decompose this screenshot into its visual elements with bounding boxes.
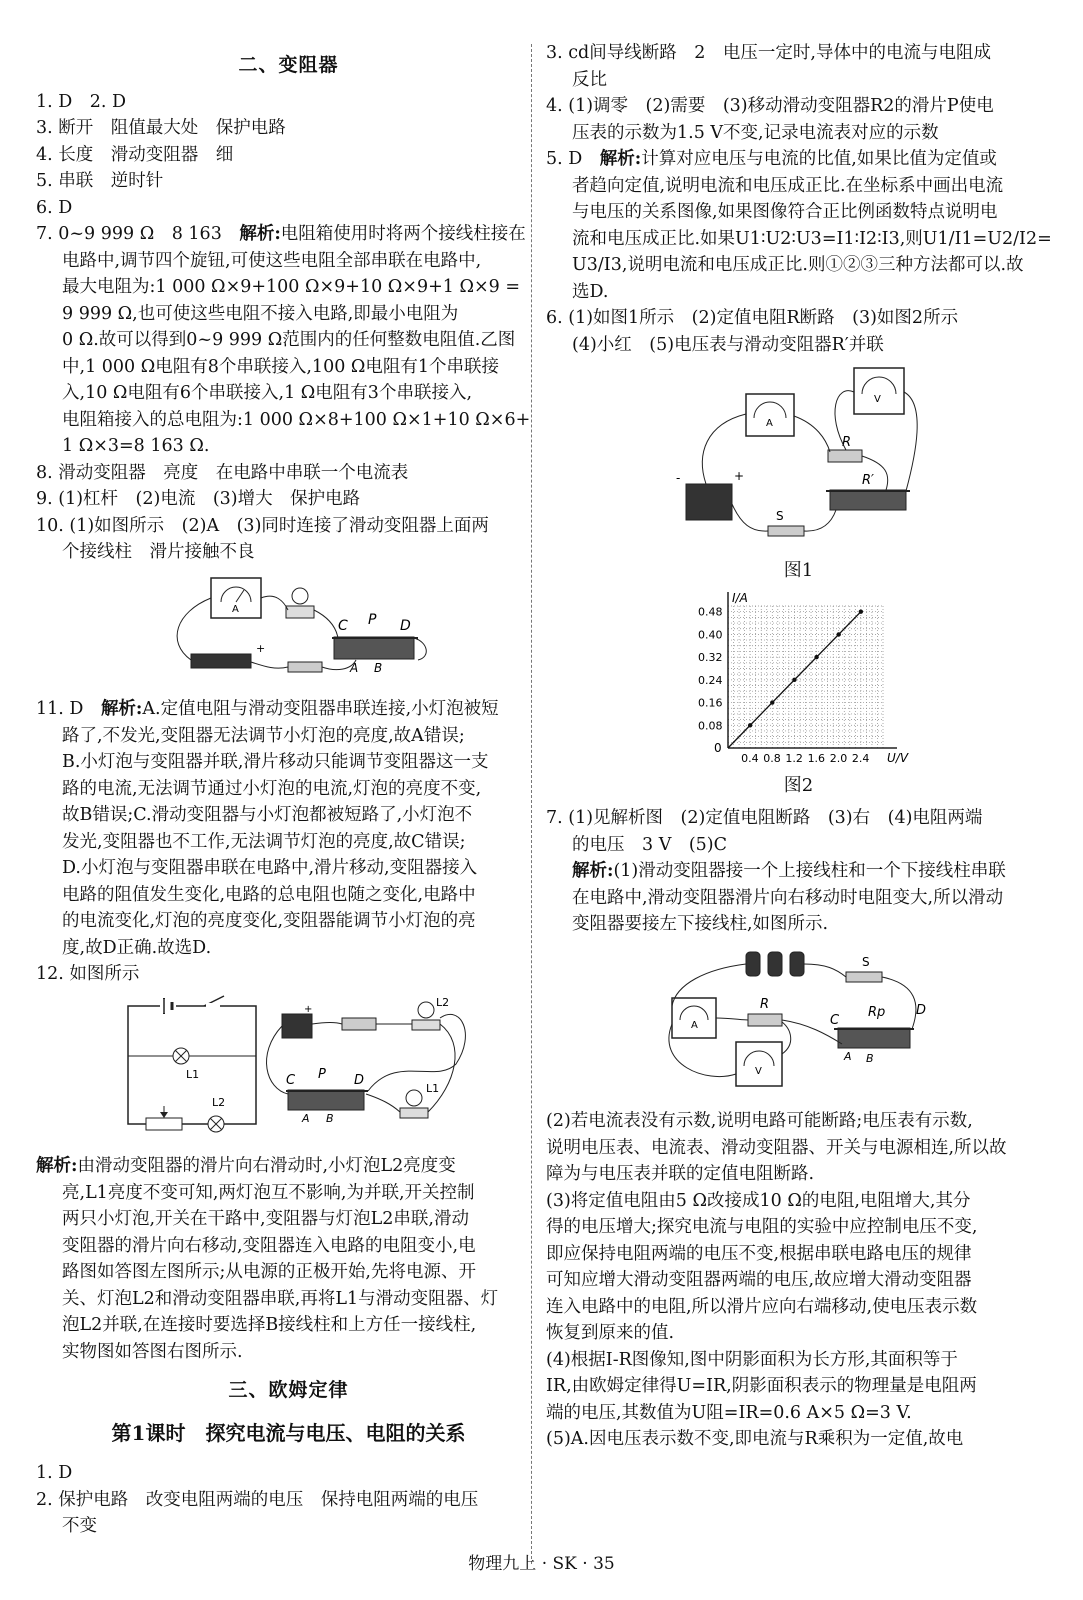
answer-12-analysis [36,1153,541,1180]
answer-5 [546,146,1051,173]
figure-1 [546,364,1051,584]
answer-11-line: 路的电流,无法调节通过小灯泡的电流,灯泡的亮度不变, [62,778,482,799]
resistor-r-label: R [842,435,852,450]
answer-10-line: 个接线柱 滑片接触不良 [62,542,255,562]
answer-5-analysis: 计算对应电压与电流的比值,如果比值为定值或 [641,149,997,169]
lesson-answer-1: 1. D [36,1463,73,1483]
answer-7-line: 电阻箱接入的总电阻为:1 000 Ω×8+100 Ω×1+10 Ω×6+ [62,409,531,430]
answer-11-line: D.小灯泡与变阻器串联在电路中,滑片移动,变阻器接入 [62,858,478,878]
answer-7-part3: 即应保持电阻两端的电压不变,根据串联电路电压的规律 [546,1243,972,1264]
answer-12-line: 变阻器的滑片向右移动,变阻器连入电路的电阻变小,电 [62,1235,476,1256]
answer-12-line: 实物图如答图右图所示. [62,1341,243,1362]
answer-12-line: 路图如答图左图所示;从电源的正极开始,先将电源、开 [62,1262,476,1282]
section-heading-rheostat: 二、变阻器 [238,54,339,76]
terminal-b-label: B [326,1111,334,1125]
answer-7-analysis: 电阻箱使用时将两个接线柱接在 [280,224,526,244]
answer-5-value: 5. D [546,149,600,169]
answer-7-line: 0 Ω.故可以得到0~9 999 Ω范围内的任何整数电阻值.乙图 [62,330,516,350]
answer-5-line: 流和电压成正比.如果U1∶U2∶U3=I1∶I2∶I3,则U1/I1=U2/I2= [572,228,1052,249]
answer-11-line: 路了,不发光,变阻器无法调节小灯泡的亮度,故A错误; [62,725,465,746]
answer-7-part3: 得的电压增大;探究电流与电阻的实验中应控制电压不变, [546,1217,978,1237]
answer-11-line: 度,故D正确.故选D. [62,937,212,958]
section-heading-ohms-law: 三、欧姆定律 [228,1379,349,1401]
answer-11-analysis: A.定值电阻与滑动变阻器串联连接,小灯泡被短 [142,699,499,719]
x-tick-label: 2.4 [851,752,870,765]
answer-5-line: 与电压的关系图像,如果图像符合正比例函数特点说明电 [572,202,998,222]
right-column [546,40,1051,1453]
y-tick-labels [698,606,723,733]
ammeter-label: A [232,603,239,615]
physical-l2-label: L2 [436,995,450,1009]
rheostat-label: R′ [862,473,874,488]
answer-9: 9. (1)杠杆 (2)电流 (3)增大 保护电路 [36,489,361,509]
answer-7-line: 的电压 3 V (5)C [572,834,728,855]
answer-12-line: 亮,L1亮度不变可知,两灯泡互不影响,为并联,开关控制 [62,1182,475,1203]
data-point [814,655,818,659]
answer-7-line: (1)滑动变阻器接一个上接线柱和一个下接线柱串联 [613,861,1006,881]
x-axis-label: U/V [887,751,909,765]
ammeter-label: A [766,418,773,429]
x-tick-label: 1.6 [807,752,826,765]
y-tick-label: 0.24 [698,673,723,687]
answer-12-line: 关、灯泡L2和滑动变阻器串联,再将L1与滑动变阻器、灯 [62,1288,499,1309]
data-point [859,609,863,613]
origin-label: 0 [714,741,722,755]
answer-7-line: 1 Ω×3=8 163 Ω. [62,436,210,456]
data-point [770,700,774,704]
answer-12-line: 由滑动变阻器的滑片向右滑动时,小灯泡L2亮度变 [77,1156,456,1176]
terminal-d-label: D [400,617,411,634]
circuit-diagram-q12 [36,994,541,1139]
voltmeter-label: V [755,1065,762,1077]
battery-minus-label: - [676,471,681,485]
answer-12-line: 泡L2并联,在连接时要选择B接线柱和上方任一接线柱, [62,1315,477,1335]
answer-7-line: 入,10 Ω电阻有6个串联接入,1 Ω电阻有3个串联接入, [62,383,473,403]
answer-5-line: 者趋向定值,说明电流和电压成正比.在坐标系中画出电流 [572,175,1004,196]
answer-5-line: U3/I3,说明电流和电压成正比.则①②③三种方法都可以.故 [572,255,1024,275]
lesson-heading: 第1课时 探究电流与电压、电阻的关系 [111,1420,466,1445]
answer-12: 12. 如图所示 [36,964,140,984]
physical-l1-label: L1 [426,1081,440,1095]
data-point [792,678,796,682]
answer-4: 4. 长度 滑动变阻器 细 [36,144,234,165]
answer-6: 6. (1)如图1所示 (2)定值电阻R断路 (3)如图2所示 [546,308,959,328]
voltmeter-label: V [874,394,881,405]
page-footer: 物理九上 · SK · 35 [468,1554,615,1574]
data-point [748,723,752,727]
y-tick-label: 0.08 [698,719,723,733]
terminal-a-label: A [844,1049,852,1063]
answer-11-line: 发光,变阻器也不工作,无法调节灯泡的亮度,故C错误; [62,831,466,852]
analysis-label: 解析: [599,149,642,169]
terminal-c-label: C [830,1012,840,1028]
answer-7-line: 最大电阻为:1 000 Ω×9+100 Ω×9+10 Ω×9+1 Ω×9 = [62,277,520,297]
answer-11-line: 故B错误;C.滑动变阻器与小灯泡都被短路了,小灯泡不 [62,805,473,825]
answer-4-line: 压表的示数为1.5 V不变,记录电流表对应的示数 [572,122,939,143]
terminal-b-label: B [866,1051,874,1065]
left-column [36,40,541,1540]
answer-7-part3: 恢复到原来的值. [546,1323,675,1343]
answer-7-line: 变阻器要接左下接线柱,如图所示. [572,914,829,934]
y-tick-label: 0.48 [698,605,723,619]
current-voltage-chart [546,590,1051,770]
answer-1-2: 1. D 2. D [36,91,127,112]
terminal-a-label: A [350,660,359,675]
answer-7-part3: 连入电路中的电阻,所以滑片应向右端移动,使电压表示数 [546,1296,978,1317]
schematic-l2-label: L2 [212,1095,226,1109]
y-axis-label: I/A [732,591,748,605]
answer-7-line: 电路中,调节四个旋钮,可使这些电阻全部串联在电路中, [62,250,482,271]
answer-6: 6. D [36,197,73,218]
terminal-d-label: D [916,1002,927,1018]
circuit-diagram-fig1 [546,364,1051,549]
answer-7-line: 在电路中,滑动变阻器滑片向右移动时电阻变大,所以滑动 [572,887,1004,908]
battery-plus-label: + [304,1003,313,1015]
answer-11-line: B.小灯泡与变阻器并联,滑片移动只能调节变阻器这一支 [62,752,489,772]
lesson-answer-2-line: 不变 [62,1516,97,1536]
figure-1-caption: 图1 [783,559,814,581]
circuit-diagram-q7 [546,944,1051,1094]
answer-7-value: 7. 0~9 999 Ω 8 163 [36,224,240,244]
analysis-label: 解析: [36,1156,78,1176]
x-tick-label: 1.2 [785,752,803,765]
analysis-label: 解析: [572,861,614,881]
answer-7-part2: 说明电压表、电流表、滑动变阻器、开关与电源相连,所以故 [546,1137,1007,1158]
answer-7-line: 9 999 Ω,也可使这些电阻不接入电路,即最小电阻为 [62,303,459,324]
figure-q7 [546,944,1051,1103]
figure-q12 [36,994,541,1148]
answer-4: 4. (1)调零 (2)需要 (3)移动滑动变阻器R2的滑片P使电 [546,96,994,116]
answer-10: 10. (1)如图所示 (2)A (3)同时连接了滑动变阻器上面两 [36,515,489,536]
answer-7-part5: (5)A.因电压表示数不变,即电流与R乘积为一定值,故电 [546,1429,964,1449]
y-tick-label: 0.32 [698,651,723,665]
answer-7-part4: (4)根据I-R图像知,图中阴影面积为长方形,其面积等于 [546,1349,958,1370]
answer-11-line: 的电流变化,灯泡的亮度变化,变阻器能调节小灯泡的亮 [62,911,476,931]
figure-q10 [36,572,541,691]
terminal-d-label: D [354,1072,365,1088]
answer-11-value: 11. D [36,699,101,719]
answer-7-part3: 可知应增大滑动变阻器两端的电压,故应增大滑动变阻器 [546,1270,972,1290]
terminal-a-label: A [302,1111,310,1125]
y-tick-label: 0.16 [698,696,723,710]
answer-3: 3. cd间导线断路 2 电压一定时,导体中的电流与电阻成 [546,43,991,63]
answer-3: 3. 断开 阻值最大处 保护电路 [36,118,286,138]
answer-8: 8. 滑动变阻器 亮度 在电路中串联一个电流表 [36,462,409,483]
terminal-c-label: C [286,1072,296,1088]
answer-11-line: 电路的阻值发生变化,电路的总电阻也随之变化,电路中 [62,884,476,905]
y-tick-label: 0.40 [698,628,723,642]
answer-5-line: 选D. [572,281,609,302]
x-tick-label: 2.0 [829,752,848,765]
answer-5: 5. 串联 逆时针 [36,171,164,191]
lesson-answer-2: 2. 保护电路 改变电阻两端的电压 保持电阻两端的电压 [36,1489,479,1510]
answer-3-line: 反比 [572,69,607,90]
answer-7-part3: (3)将定值电阻由5 Ω改接成10 Ω的电阻,电阻增大,其分 [546,1190,971,1211]
ammeter-label: A [691,1019,698,1031]
battery-plus-label: + [734,469,745,483]
terminal-b-label: B [374,660,383,675]
data-point [837,632,841,636]
answer-7: 7. (1)见解析图 (2)定值电阻断路 (3)右 (4)电阻两端 [546,808,983,828]
resistor-r-label: R [760,996,770,1012]
answer-7-line: 中,1 000 Ω电阻有8个串联接入,100 Ω电阻有1个串联接 [62,356,500,377]
slider-p-label: P [318,1066,326,1082]
x-tick-label: 0.8 [763,752,781,765]
schematic-l1-label: L1 [186,1067,200,1081]
x-tick-label: 0.4 [741,752,759,765]
answer-7-analysis [546,858,1051,885]
terminal-c-label: C [338,617,348,634]
answer-7-part2: 障为与电压表并联的定值电阻断路. [546,1164,815,1184]
answer-7-part4: IR,由欧姆定律得U=IR,阴影面积表示的物理量是电阻两 [546,1376,977,1396]
figure-2 [546,590,1051,799]
slider-p-label: P [368,611,377,628]
x-tick-labels [741,752,869,765]
answer-7-part4: 端的电压,其数值为U阻=IR=0.6 A×5 Ω=3 V. [546,1402,912,1423]
answer-11 [36,696,541,723]
answer-12-line: 两只小灯泡,开关在干路中,变阻器与灯泡L2串联,滑动 [62,1209,469,1229]
battery-plus-label: + [256,641,266,655]
figure-2-caption: 图2 [783,774,814,796]
answer-7-part2: (2)若电流表没有示数,说明电路可能断路;电压表有示数, [546,1111,973,1131]
answer-6-line: (4)小红 (5)电压表与滑动变阻器R′并联 [572,334,884,355]
analysis-label: 解析: [100,699,143,719]
switch-s-label: S [776,509,784,523]
answer-7 [36,221,541,248]
rheostat-rp-label: Rp [868,1004,886,1020]
analysis-label: 解析: [239,224,281,244]
switch-s-label: S [862,954,870,969]
circuit-diagram-q10 [36,572,541,682]
